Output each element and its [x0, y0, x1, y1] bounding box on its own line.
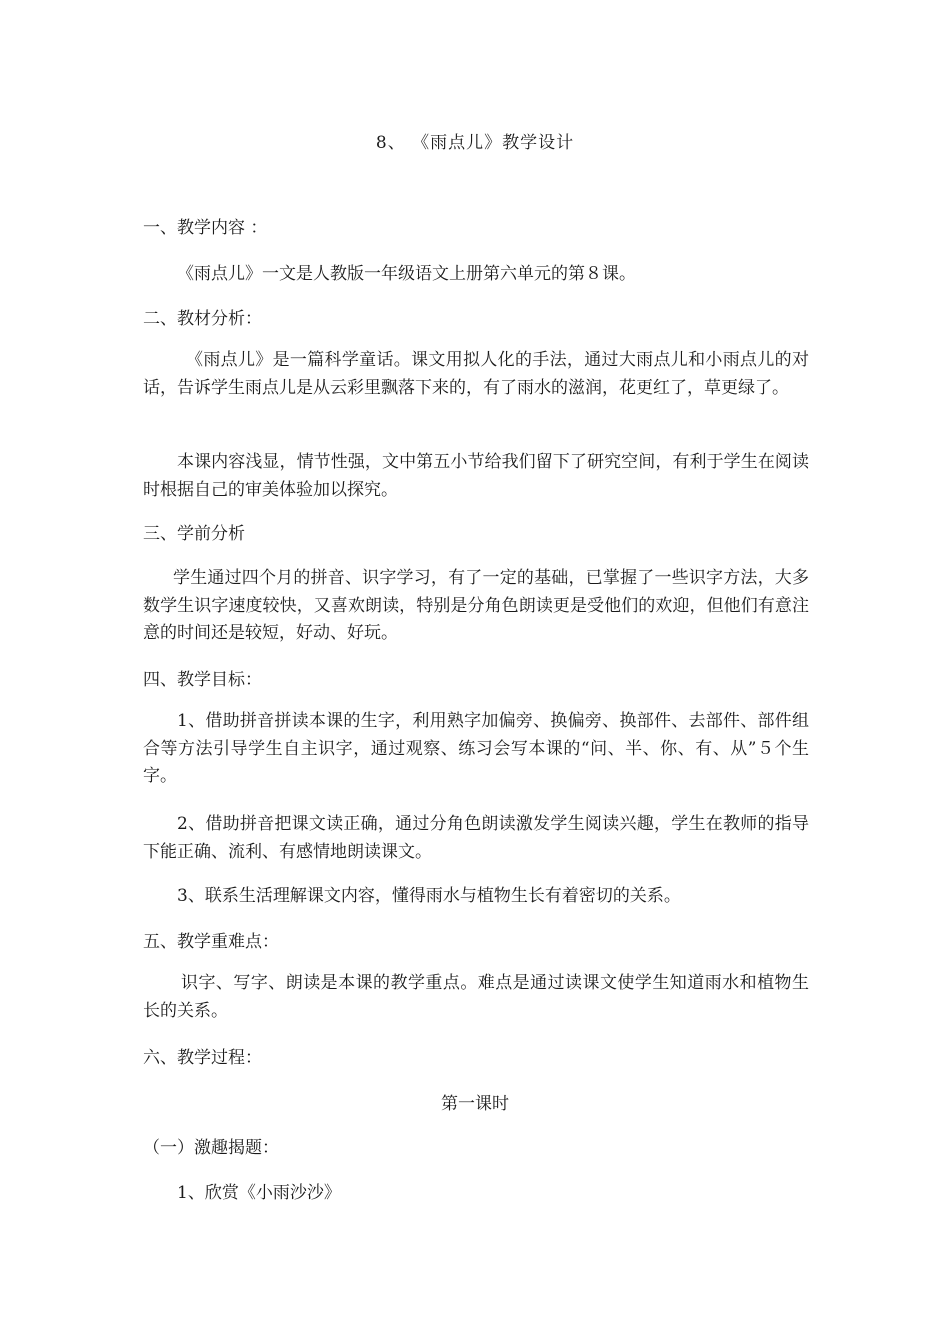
session-title: 第一课时 — [441, 1094, 509, 1114]
analysis-paragraph-2: 本课内容浅显，情节性强，文中第五小节给我们留下了研究空间，有利于学生在阅读时根据自己的审美体验加以探究。 — [143, 452, 809, 500]
section-heading-process: 六、教学过程： — [143, 1048, 262, 1068]
key-points-paragraph: 识字、写字、朗读是本课的教学重点。难点是通过读课文使学生知道雨水和植物生长的关系。 — [143, 973, 809, 1021]
document-title: 8、 《雨点儿》教学设计 — [375, 133, 575, 153]
goal-item-3: 3、联系生活理解课文内容，懂得雨水与植物生长有着密切的关系。 — [177, 886, 681, 906]
section-heading-content: 一、教学内容 ： — [143, 218, 268, 238]
section-heading-analysis: 二、教材分析： — [143, 309, 262, 329]
section-heading-pre-analysis: 三、学前分析 — [143, 524, 245, 544]
analysis-paragraph-1: 《雨点儿》是一篇科学童话。课文用拟人化的手法，通过大雨点儿和小雨点儿的对话，告诉学生雨点儿是从云彩里飘落下来的，有了雨水的滋润，花更红了，草更绿了。 — [143, 350, 809, 398]
goal-item-2: 2、借助拼音把课文读正确，通过分角色朗读激发学生阅读兴趣，学生在教师的指导下能正确、流利、有感情地朗读课文。 — [143, 814, 809, 862]
section-heading-key-points: 五、教学重难点： — [143, 932, 279, 952]
goal-item-1: 1、借助拼音拼读本课的生字，利用熟字加偏旁、换偏旁、换部件、去部件、部件组合等方法引导学生自主识字，通过观察、练习会写本课的“问、半、你、有、从”５个生字。 — [143, 711, 809, 786]
content-paragraph: 《雨点儿》一文是人教版一年级语文上册第六单元的第８课。 — [177, 264, 636, 284]
section-heading-goals: 四、教学目标： — [143, 670, 262, 690]
process-subheading: （一）激趣揭题： — [143, 1138, 279, 1158]
pre-analysis-paragraph: 学生通过四个月的拼音、识字学习，有了一定的基础，已掌握了一些识字方法，大多数学生识字速度较快，又喜欢朗读，特别是分角色朗读更是受他们的欢迎，但他们有意注意的时间还是较短，好动、好玩。 — [143, 568, 809, 643]
process-item-1: 1、欣赏《小雨沙沙》 — [177, 1183, 341, 1203]
